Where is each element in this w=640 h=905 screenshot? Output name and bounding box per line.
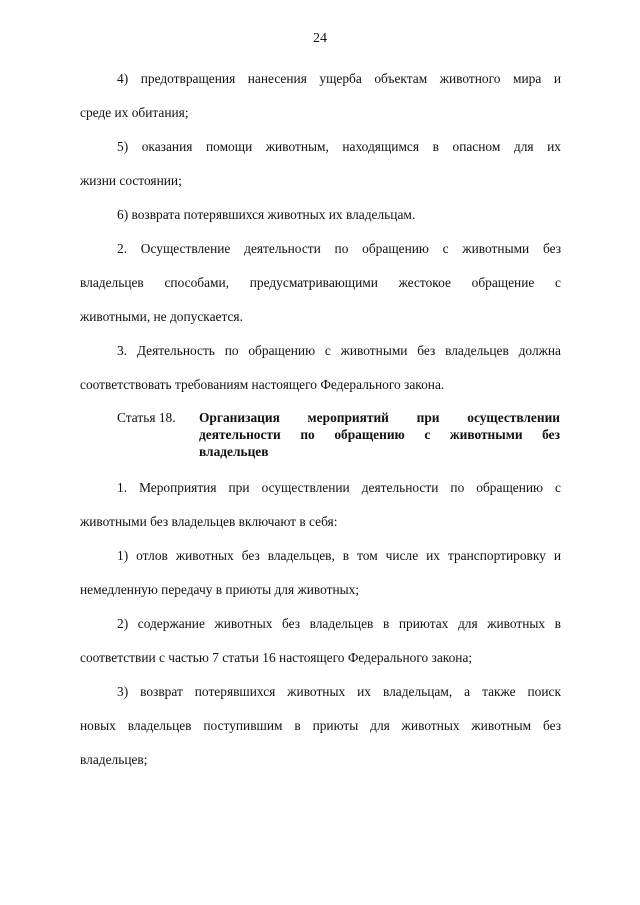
- article-title-line: Организация мероприятий при осуществлении: [199, 410, 560, 425]
- text-line: соответствии с частью 7 статьи 16 настоящего Федерального закона;: [80, 650, 473, 665]
- text-line: 6) возврата потерявшихся животных их владельцам.: [117, 207, 416, 222]
- text-line: 2. Осуществление деятельности по обращению с животными без: [117, 241, 561, 256]
- article-title: [199, 409, 560, 460]
- text-line: 1) отлов животных без владельцев, в том числе их транспортировку и: [117, 548, 561, 563]
- text-line: животными без владельцев включают в себя:: [80, 514, 338, 529]
- text-line: жизни состоянии;: [80, 173, 182, 188]
- text-line: соответствовать требованиям настоящего Федерального закона.: [80, 377, 445, 392]
- text-line: 3. Деятельность по обращению с животными без владельцев должна: [117, 343, 561, 358]
- article-title-line: деятельности по обращению с животными без: [199, 427, 560, 442]
- text-line: 4) предотвращения нанесения ущерба объектам животного мира и: [117, 71, 561, 86]
- text-line: 5) оказания помощи животным, находящимся в опасном для их: [117, 139, 561, 154]
- text-line: владельцев способами, предусматривающими жестокое обращение с: [80, 275, 561, 290]
- text-line: животными, не допускается.: [80, 309, 243, 324]
- text-line: владельцев;: [80, 752, 148, 767]
- text-line: 2) содержание животных без владельцев в приютах для животных в: [117, 616, 561, 631]
- text-line: немедленную передачу в приюты для животных;: [80, 582, 360, 597]
- article-label: Статья 18.: [117, 410, 176, 425]
- page-number: 24: [313, 31, 327, 46]
- article-title-line: владельцев: [199, 444, 269, 459]
- text-line: среде их обитания;: [80, 105, 189, 120]
- text-line: новых владельцев поступившим в приюты для животных животным без: [80, 718, 561, 733]
- text-line: 1. Мероприятия при осуществлении деятельности по обращению с: [117, 480, 561, 495]
- text-line: 3) возврат потерявшихся животных их владельцам, а также поиск: [117, 684, 561, 699]
